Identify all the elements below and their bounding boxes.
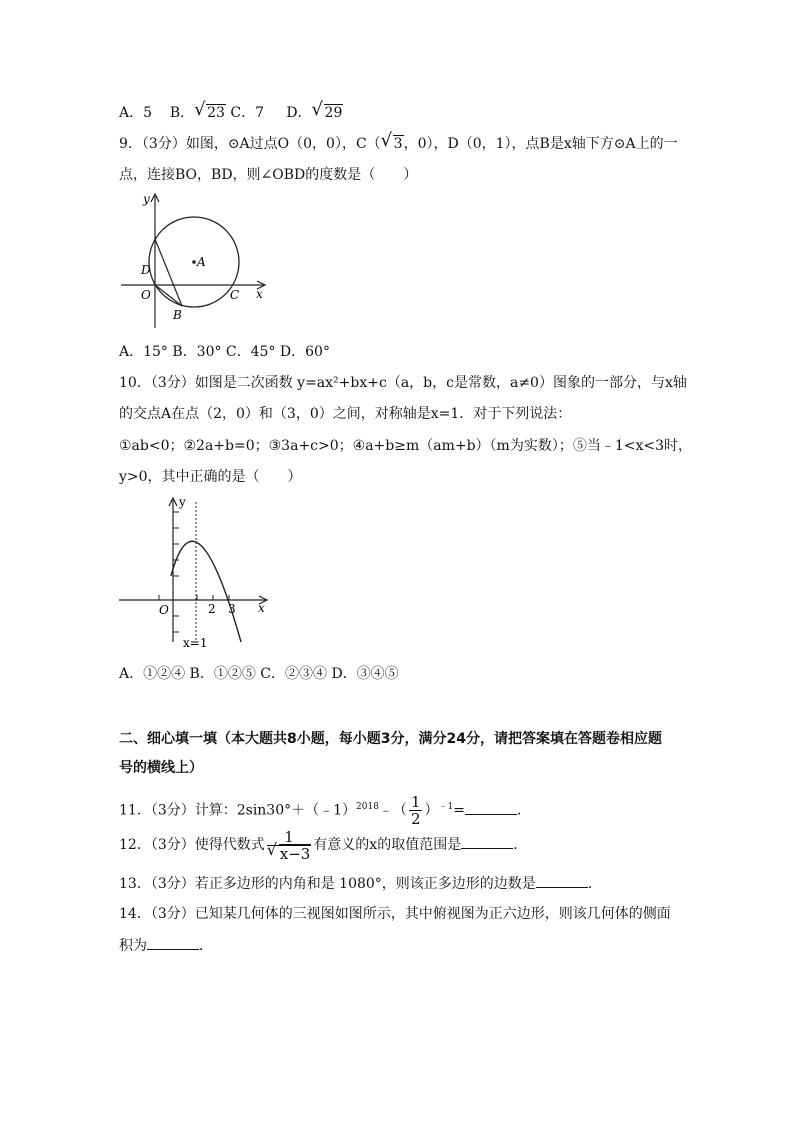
q14-line2: 积为 ． <box>119 935 213 956</box>
q8-options <box>119 99 343 123</box>
q13-answer-blank[interactable] <box>536 873 588 888</box>
q9-line1: 9．（3分）如图，⊙A过点O（0，0），C（ √ 3，0），D（0，1），点B是x轴下方⊙A上的一 <box>119 130 678 152</box>
tick-label-2: 2 <box>208 602 216 616</box>
q9-figure <box>115 188 275 333</box>
q10-line2: 的交点A在点（2，0）和（3，0）之间，对称轴是x=1．对于下列说法： <box>119 406 572 422</box>
sqrt-x-minus-3: √ x−3 <box>266 839 311 863</box>
label-x: x <box>258 601 265 615</box>
q8-option-c: C．7 <box>230 105 265 121</box>
tick-label-3: 3 <box>228 602 236 616</box>
label-o: O <box>159 603 169 617</box>
center-point-a <box>192 260 196 264</box>
label-y: y <box>179 495 186 509</box>
label-d: D <box>141 263 151 277</box>
label-y: y <box>143 192 150 206</box>
label-x: x <box>256 287 263 301</box>
q8-option-b: B． <box>169 105 195 121</box>
section2-heading-line2: 号的横线上） <box>119 760 203 776</box>
sqrt-3: √ 3 <box>380 130 403 152</box>
parabola-curve <box>171 541 241 642</box>
q10-line4: y>0，其中正确的是（ ） <box>119 469 302 485</box>
fraction-one-half: $\frac{1}{2}$ <box>410 793 421 829</box>
q10-figure <box>115 492 275 652</box>
sqrt-23: √ 23 <box>194 99 225 121</box>
q12-answer-blank[interactable] <box>461 834 513 849</box>
q9-options: A．15° B．30° C．45° D．60° <box>119 344 330 360</box>
q12: 12．（3分）使得代数式 1 √ x−3 有意义的x的取值范围是 ． <box>119 827 528 863</box>
symmetry-axis-label: x=1 <box>183 636 208 650</box>
q8-option-a: A．5 <box>119 105 153 121</box>
label-o: O <box>141 288 151 302</box>
q11-answer-blank[interactable] <box>465 800 517 815</box>
q8-option-d: D． <box>286 105 312 121</box>
q14-line1: 14．（3分）已知某几何体的三视图如图所示，其中俯视图为正六边形，则该几何体的侧面 <box>119 906 671 922</box>
label-a: A <box>197 255 206 269</box>
q9-line2: 点，连接BO，BD，则∠OBD的度数是（ ） <box>119 167 418 183</box>
q10-line3: ①ab<0；②2a+b=0；③3a+c>0；④a+b≥m（am+b）（m为实数）；⑤当﹣1<x<3时， <box>119 438 693 454</box>
label-c: C <box>230 288 240 302</box>
q14-answer-blank[interactable] <box>147 935 199 950</box>
q13: 13．（3分）若正多边形的内角和是 1080°，则该正多边形的边数是 ． <box>119 873 602 894</box>
sqrt-29: √ 29 <box>311 99 343 121</box>
section2-heading-line1: 二、细心填一填（本大题共8小题，每小题3分，满分24分，请把答案填在答题卷相应题 <box>119 731 662 747</box>
fraction-1-over-sqrt: 1 √ x−3 <box>266 827 311 863</box>
q10-options: A．①②④ B．①②⑤ C．②③④ D．③④⑤ <box>119 666 399 682</box>
label-b: B <box>173 308 182 322</box>
q10-line1: 10．（3分）如图是二次函数 y=ax²+bx+c（a，b，c是常数，a≠0）图象的一部分，与x轴 <box>119 375 687 391</box>
q11: 11．（3分）计算：2sin30°＋（﹣1）$^{2018}$﹣（ $\frac{1}{2}$ ）$^{﹣1}$= ． <box>119 793 531 829</box>
